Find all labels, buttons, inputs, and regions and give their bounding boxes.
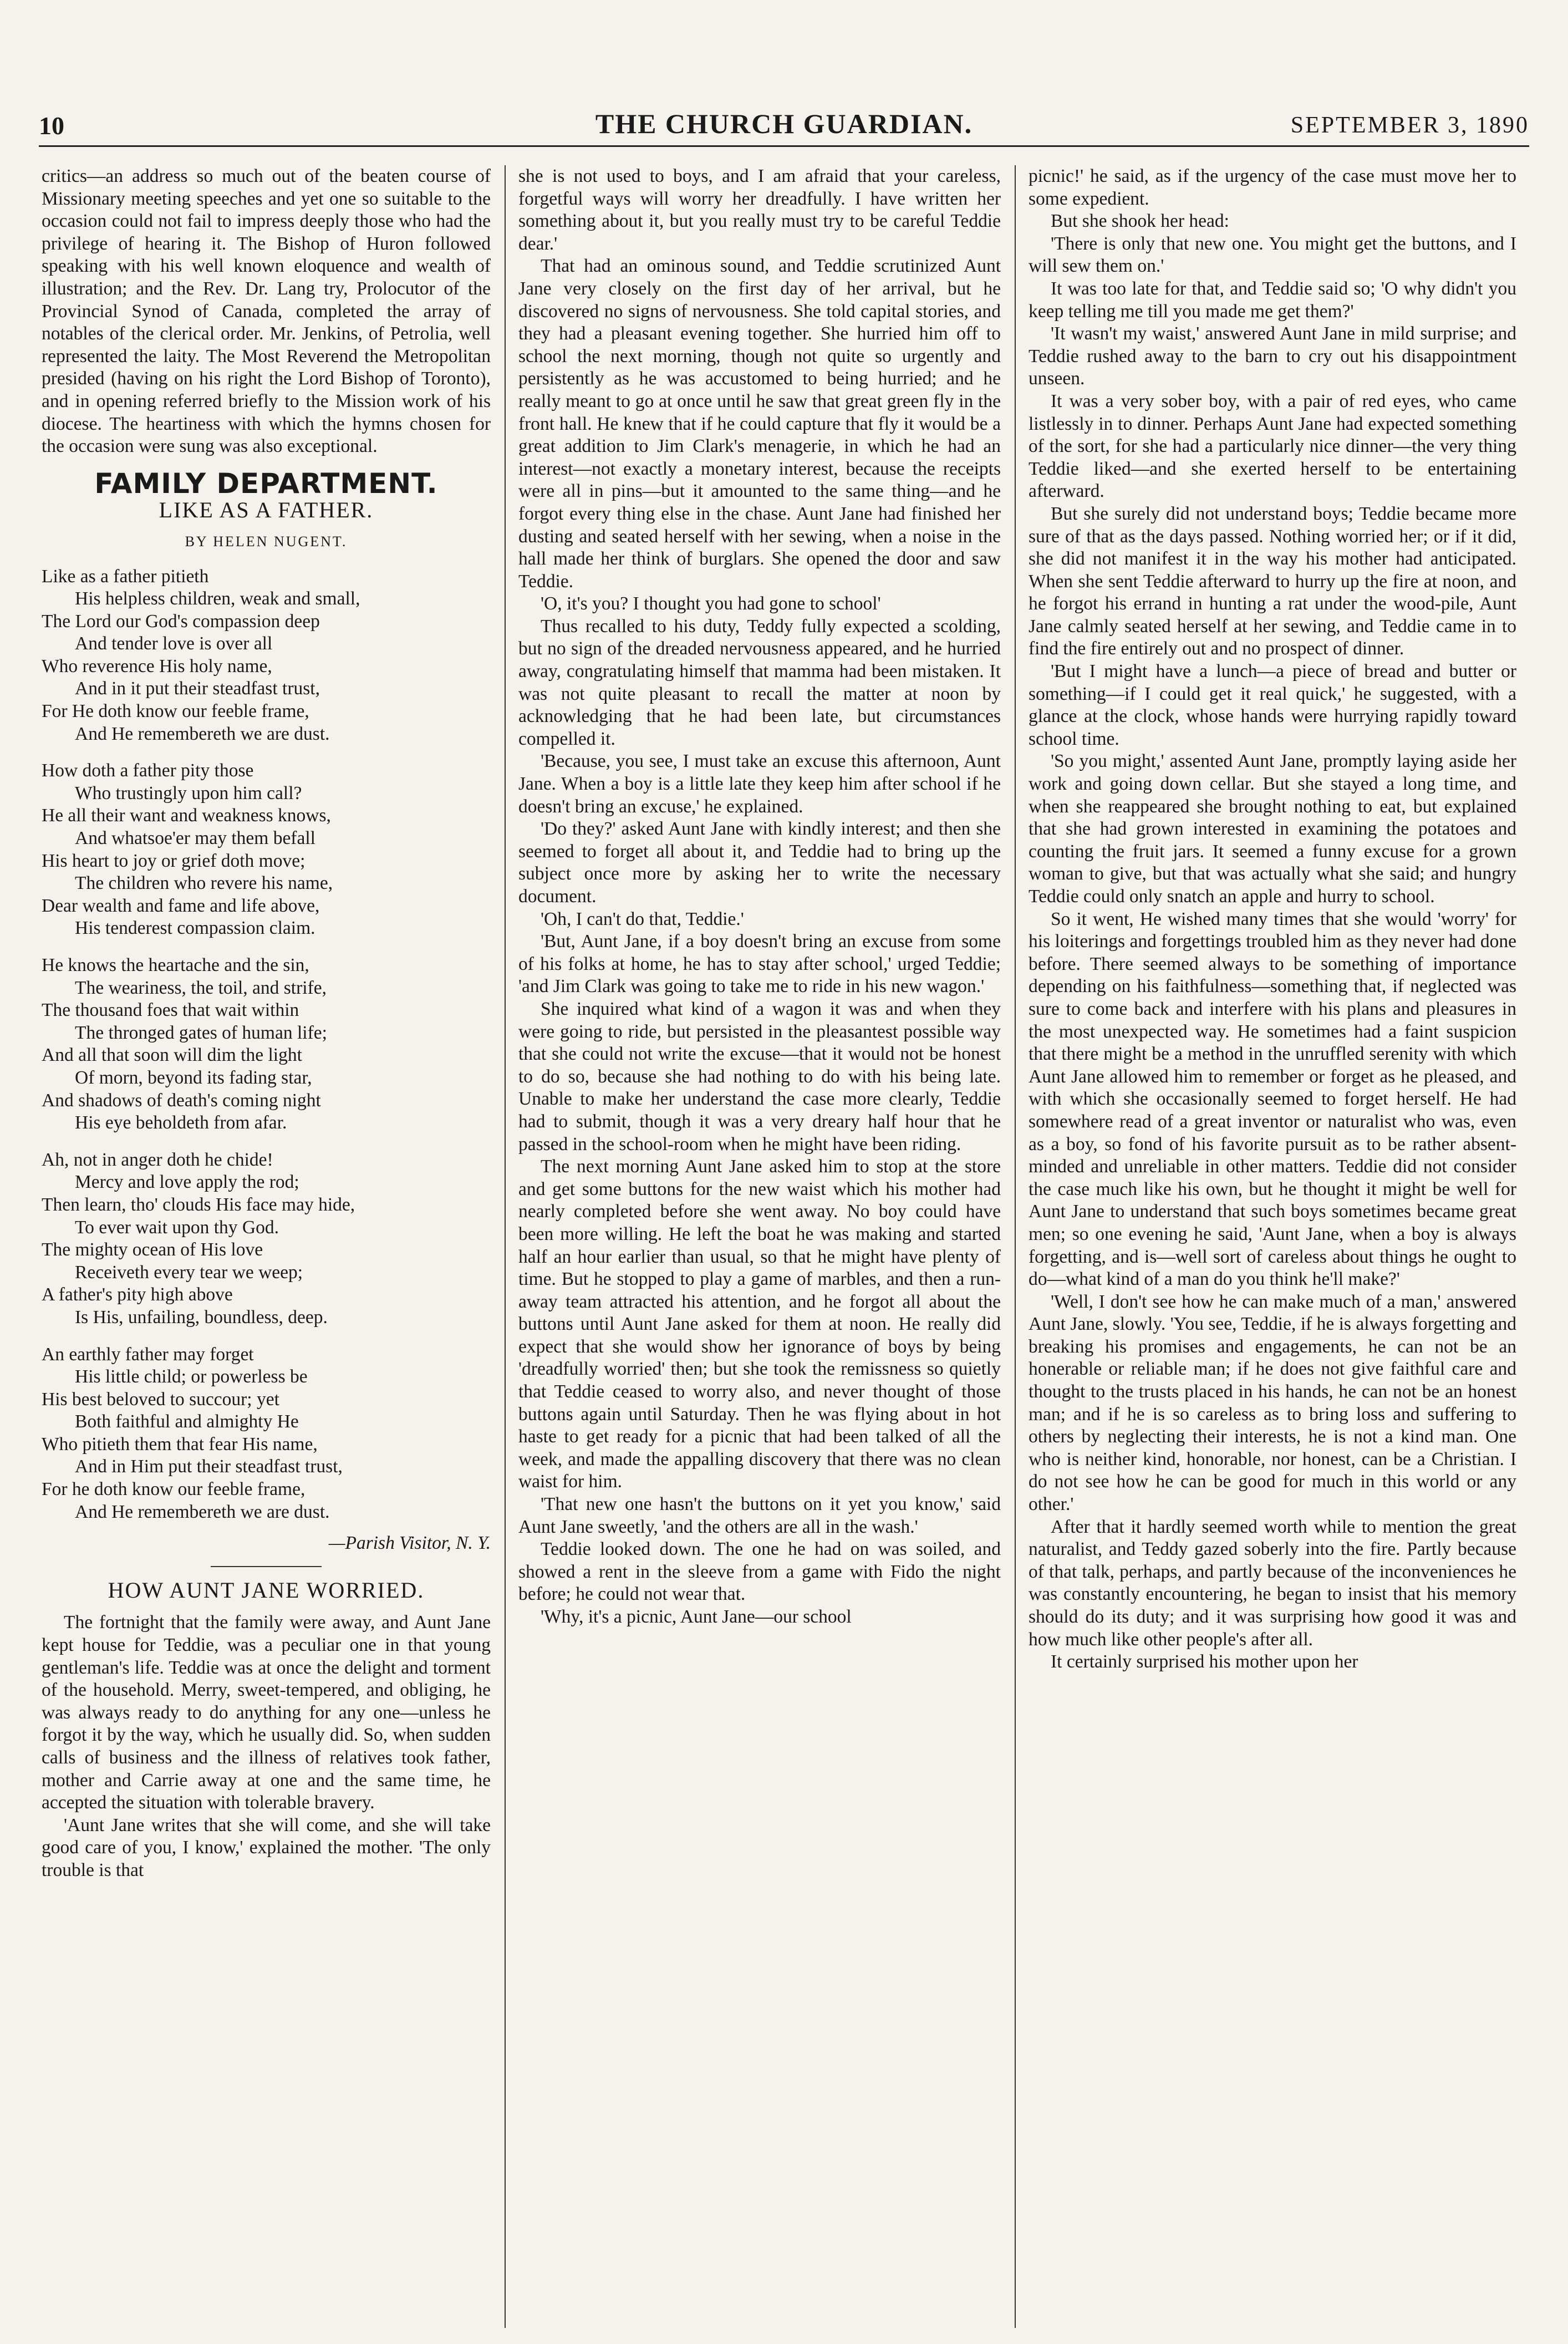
- page-header: [39, 106, 1529, 147]
- poem-stanza: [42, 1149, 491, 1329]
- poem-line: Of morn, beyond its fading star,: [75, 1067, 312, 1088]
- story-paragraph: 'Well, I don't see how he can make much of a man,' answered Aunt Jane, slowly. 'You see, Teddie, if he is always forgetting and breaking his promises and engagements, he can not be an honerable or reliable man; if he does not give faithful care and thought to the trusts placed in his hands, he can not be an honest man; and if he is so careless as to bring loss and suffering to others by neglecting their interests, he is not a kind man. One who is neither kind, honorable, nor honest, can be a Christian. I do not see how he can be good for much in this world or any other.': [1029, 1291, 1516, 1515]
- story-body: [42, 1611, 491, 1882]
- section-title: FAMILY DEPARTMENT.: [94, 467, 438, 500]
- story-paragraph: So it went, He wished many times that she would 'worry' for his loiterings and forgettings troubled him as they never had done before. There seemed always to be something of importance depending on his faithfulness—something that, if neglected was sure to come back and interfere with his plans and pleasures in the most unexpected way. He sometimes had a faint suspicion that there might be a method in the unruffled serenity with which Aunt Jane allowed him to remember or forget as he pleased, and with which she occasionally seemed to forget herself. He had somewhere read of a great inventor or naturalist who was, even as a boy, so fond of his favorite pursuit as to be rather absent-minded and unreliable in other matters. Teddie did not consider the case much like his own, but he thought it might be well for Aunt Jane to understand that such boys sometimes became great men; so one evening he said, 'Aunt Jane, when a boy is always forgetting, and is—well sort of careless about things he ought to do—what kind of a man do you think he'll make?': [1029, 908, 1516, 1290]
- poem-line: Like as a father pitieth: [42, 566, 209, 587]
- poem-line: The thousand foes that wait within: [42, 1000, 299, 1021]
- page-number: 10: [39, 111, 64, 140]
- story-paragraph: It was a very sober boy, with a pair of red eyes, who came listlessly in to dinner. Perhaps Aunt Jane had expected something of the sort, for she had a particularly nice dinner—the very thing Teddie liked—and she exerted herself to be entertaining afterward.: [1029, 390, 1516, 502]
- poem-title: LIKE AS A FATHER.: [159, 497, 374, 523]
- story-paragraph: 'But, Aunt Jane, if a boy doesn't bring an excuse from some of his folks at home, he has to stay after school,' urged Teddie; 'and Jim Clark was going to take me to ride in his new wagon.': [518, 931, 1001, 997]
- poem: [42, 566, 491, 1524]
- poem-line: To ever wait upon thy God.: [75, 1217, 279, 1238]
- story-paragraph: 'O, it's you? I thought you had gone to school': [541, 593, 881, 614]
- poem-line: And tender love is over all: [75, 633, 273, 654]
- column-rule: [505, 165, 506, 2328]
- poem-line: His eye beholdeth from afar.: [75, 1112, 287, 1133]
- story-paragraph: It was too late for that, and Teddie said so; 'O why didn't you keep telling me till you made me get them?': [1029, 278, 1516, 322]
- story-paragraph: picnic!' he said, as if the urgency of the case must move her to some expedient.: [1029, 166, 1516, 209]
- column-3: [1029, 165, 1516, 2328]
- poem-line: Dear wealth and fame and life above,: [42, 895, 320, 916]
- story-paragraph: 'It wasn't my waist,' answered Aunt Jane in mild surprise; and Teddie rushed away to the barn to cry out his disappointment unseen.: [1029, 323, 1516, 389]
- story-paragraph: 'That new one hasn't the buttons on it yet you know,' said Aunt Jane sweetly, 'and the others are all in the wash.': [518, 1494, 1001, 1537]
- story-paragraph: 'Aunt Jane writes that she will come, and she will take good care of you, I know,' explained the mother. 'The only trouble is that: [42, 1814, 491, 1880]
- poem-line: Who pitieth them that fear His name,: [42, 1433, 318, 1455]
- poem-line: The mighty ocean of His love: [42, 1239, 263, 1260]
- poem-line: He knows the heartache and the sin,: [42, 955, 309, 975]
- poem-line: Receiveth every tear we weep;: [75, 1262, 303, 1283]
- story-paragraph: After that it hardly seemed worth while to mention the great naturalist, and Teddy gazed soberly into the fire. Partly because of that talk, perhaps, and partly because of the inconveniences he was constantly encountering, he began to insist that his memory should do its duty; and it was surprising how good it was and how much like other people's after all.: [1029, 1516, 1516, 1650]
- poem-line: The children who revere his name,: [75, 873, 333, 894]
- poem-line: He all their want and weakness knows,: [42, 805, 331, 826]
- masthead: THE CHURCH GUARDIAN.: [595, 108, 973, 139]
- story-paragraph: 'So you might,' assented Aunt Jane, promptly laying aside her work and going down cellar. But she stayed a long time, and when she reappeared she brought nothing to eat, but explained that she had grown interested in examining the potatoes and counting the fruit jars. It seemed a funny excuse for a grown woman to give, but that was actually what she said; and hungry Teddie could only snatch an apple and hurry to school.: [1029, 751, 1516, 907]
- poem-line: Then learn, tho' clouds His face may hide,: [42, 1194, 355, 1215]
- poem-line: How doth a father pity those: [42, 760, 254, 781]
- story-paragraph: It certainly surprised his mother upon her: [1051, 1651, 1358, 1672]
- poem-line: Both faithful and almighty He: [75, 1411, 299, 1432]
- dateline: SEPTEMBER 3, 1890: [1290, 113, 1529, 138]
- column-1: [42, 165, 491, 2328]
- column-2: [518, 165, 1001, 2328]
- intro-paragraph: critics—an address so much out of the beaten course of Missionary meeting speeches and yet one so suitable to the occasion could not fail to impress deeply those who had the privilege of hearing it. The Bishop of Huron followed speaking with his well known eloquence and wealth of illustration; and the Rev. Dr. Lang try, Prolocutor of the Provincial Synod of Canada, completed the array of notables of the clerical order. Mr. Jenkins, of Petrolia, well represented the laity. The Most Reverend the Metropolitan presided (having on his right the Lord Bishop of Toronto), and in opening referred briefly to the Mission work of his diocese. The heartiness with which the hymns chosen for the occasion were sung was also exceptional.: [42, 166, 491, 457]
- poem-line: For he doth know our feeble frame,: [42, 1479, 306, 1500]
- story-paragraph: 'But I might have a lunch—a piece of bread and butter or something—if I could get it real quick,' he suggested, with a glance at the clock, whose hands were hurrying rapidly toward school time.: [1029, 661, 1516, 749]
- poem-line: A father's pity high above: [42, 1284, 233, 1305]
- story-paragraph: 'Because, you see, I must take an excuse this afternoon, Aunt Jane. When a boy is a little late they keep him after school if he doesn't bring an excuse,' he explained.: [518, 751, 1001, 817]
- story-paragraph: she is not used to boys, and I am afraid that your careless, forgetful ways will worry her dreadfully. I have written her something about it, but you really must try to be careful Teddie dear.': [518, 166, 1001, 254]
- story-paragraph: The fortnight that the family were away, and Aunt Jane kept house for Teddie, was a peculiar one in that young gentleman's life. Teddie was at once the delight and torment of the household. Merry, sweet-tempered, and obliging, he was always ready to do anything for any one—unless he forgot it by the way, which he usually did. So, when sudden calls of business and the illness of relatives took father, mother and Carrie away at one and the same time, he accepted the situation with tolerable bravery.: [42, 1612, 491, 1813]
- divider: [211, 1566, 322, 1567]
- column-rule: [1015, 165, 1016, 2328]
- poem-line: And He remembereth we are dust.: [75, 1501, 330, 1522]
- poem-line: For He doth know our feeble frame,: [42, 701, 309, 722]
- poem-stanza: [42, 1344, 491, 1524]
- poem-line: And in it put their steadfast trust,: [75, 678, 320, 699]
- story-paragraph: But she shook her head:: [1051, 211, 1229, 232]
- story-paragraph: 'Do they?' asked Aunt Jane with kindly interest; and then she seemed to forget all about it, and Teddie had to bring up the subject once more by asking her to write the necessary document.: [518, 818, 1001, 907]
- story-paragraph: Teddie looked down. The one he had on was soiled, and showed a rent in the sleeve from a game with Fido the night before; he could not wear that.: [518, 1539, 1001, 1605]
- poem-line: And shadows of death's coming night: [42, 1090, 321, 1111]
- story-paragraph: That had an ominous sound, and Teddie scrutinized Aunt Jane very closely on the first day of her arrival, but he discovered no signs of nervousness. She told capital stories, and they had a pleasant evening together. She hurried him off to school the next morning, though not quite so urgently and persistently as he was accustomed to being hurried; and he really meant to go at once until he saw that great green fly in the front hall. He knew that if he could capture that fly it would be a great addition to Jim Clark's menagerie, in which he had an interest—not exactly a monetary interest, because the receipts were all in pins—but it amounted to the same thing—and he forgot every thing else in the chase. Aunt Jane had finished her dusting and seated herself with her sewing, when a noise in the hall made her think of burglars. She opened the door and saw Teddie.: [518, 256, 1001, 592]
- poem-line: His best beloved to succour; yet: [42, 1389, 279, 1410]
- poem-stanza: [42, 566, 491, 746]
- poem-line: The thronged gates of human life;: [75, 1022, 327, 1043]
- poem-stanza: [42, 954, 491, 1135]
- poem-line: The Lord our God's compassion deep: [42, 611, 320, 632]
- poem-line: Is His, unfailing, boundless, deep.: [75, 1306, 328, 1328]
- poem-line: An earthly father may forget: [42, 1344, 254, 1365]
- story-paragraph: 'There is only that new one. You might get the buttons, and I will sew them on.': [1029, 233, 1516, 277]
- poem-line: The weariness, the toil, and strife,: [75, 977, 327, 998]
- poem-line: Ah, not in anger doth he chide!: [42, 1149, 273, 1170]
- poem-credit: —Parish Visitor, N. Y.: [328, 1533, 491, 1554]
- poem-stanza: [42, 760, 491, 940]
- poem-line: And He remembereth we are dust.: [75, 723, 330, 744]
- story-paragraph: Thus recalled to his duty, Teddy fully expected a scolding, but no sign of the dreaded nervousness appeared, and he hurried away, congratulating himself that mamma had been mistaken. It was not quite pleasant to recall the matter at noon by acknowledging that he had been late, but circumstances compelled it.: [518, 616, 1001, 749]
- poem-line: And all that soon will dim the light: [42, 1045, 302, 1066]
- story-paragraph: 'Oh, I can't do that, Teddie.': [541, 908, 744, 929]
- poem-line: His tenderest compassion claim.: [75, 918, 315, 939]
- poem-line: Who reverence His holy name,: [42, 655, 272, 677]
- poem-line: And whatsoe'er may them befall: [75, 828, 315, 849]
- poem-line: His little child; or powerless be: [75, 1366, 308, 1387]
- story-paragraph: 'Why, it's a picnic, Aunt Jane—our school: [541, 1606, 852, 1627]
- story-paragraph: She inquired what kind of a wagon it was and when they were going to ride, but persisted in the pleasantest possible way that she could not write the excuse—that it would not be honest to do so, because she had nothing to do with his being late. Unable to make her understand the case more clearly, Teddie had to submit, though it was a very dreary half hour that he passed in the school-room when he might have been riding.: [518, 998, 1001, 1155]
- poem-line: His helpless children, weak and small,: [75, 588, 360, 609]
- poem-line: Who trustingly upon him call?: [75, 782, 302, 804]
- story-title: HOW AUNT JANE WORRIED.: [108, 1577, 425, 1603]
- story-paragraph: The next morning Aunt Jane asked him to stop at the store and get some buttons for the new waist which his mother had nearly completed before she went away. No boy could have been more willing. He left the boat he was making and started half an hour earlier than usual, so that he might have plenty of time. But he stopped to play a game of marbles, and then a run-away team attracted his attention, and he forgot all about the buttons until Aunt Jane asked for them at noon. He really did expect that she would show her ignorance of boys by being 'dreadfully worried' then; but she took the remissness so quietly that Teddie ceased to worry also, and never thought of those buttons again until Saturday. Then he was flying about in hot haste to get ready for a picnic that had been talked of all the week, and made the appalling discovery that there was no clean waist for him.: [518, 1156, 1001, 1492]
- story-paragraph: But she surely did not understand boys; Teddie became more sure of that as the days passed. Nothing worried her; or if it did, she did not manifest it in the way his mother had anticipated. When she sent Teddie afterward to hurry up the fire at noon, and he forgot his errand in hunting a rat under the wood-pile, Aunt Jane calmly seated herself at her sewing, and Teddie came in to find the fire entirely out and no prospect of dinner.: [1029, 503, 1516, 659]
- poem-line: His heart to joy or grief doth move;: [42, 850, 306, 871]
- poem-line: Mercy and love apply the rod;: [75, 1172, 299, 1193]
- poem-byline: BY HELEN NUGENT.: [185, 533, 348, 550]
- poem-line: And in Him put their steadfast trust,: [75, 1456, 343, 1477]
